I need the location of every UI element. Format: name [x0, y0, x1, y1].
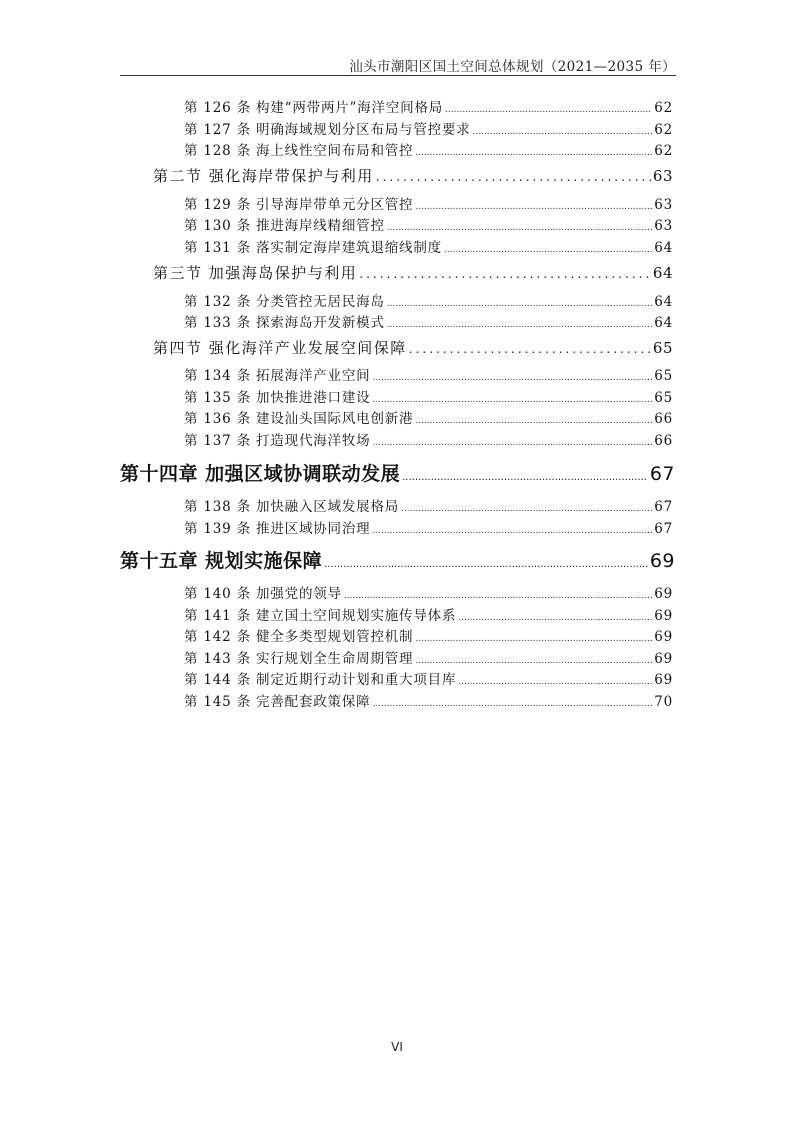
toc-entry-chapter[interactable]: [120, 546, 675, 573]
leader-dots: [415, 634, 652, 644]
toc-entry-page: 64: [654, 294, 673, 310]
leader-dots: [376, 170, 651, 184]
toc-entry-article[interactable]: [184, 407, 673, 427]
toc-entry-page: 67: [654, 521, 673, 537]
toc-entry-label: 第 135 条 加快推进港口建设: [184, 390, 371, 406]
leader-dots: [372, 438, 652, 448]
toc-entry-page: 64: [654, 240, 673, 256]
toc-entry-page: 70: [654, 694, 673, 710]
toc-entry-page: 69: [649, 550, 675, 572]
toc-entry-article[interactable]: [184, 290, 673, 310]
toc-entry-label: 第 129 条 引导海岸带单元分区管控: [184, 197, 414, 213]
toc-entry-label: 第 137 条 打造现代海洋牧场: [184, 433, 371, 449]
leader-dots: [458, 677, 652, 687]
leader-dots: [372, 526, 652, 536]
toc-entry-page: 65: [652, 339, 673, 357]
toc-entry-page: 69: [654, 672, 673, 688]
leader-dots: [415, 202, 652, 212]
leader-dots: [324, 559, 648, 570]
toc-entry-article[interactable]: [184, 604, 673, 624]
toc-entry-label: 第四节 强化海洋产业发展空间保障: [153, 339, 407, 357]
toc-entry-label: 第 131 条 落实制定海岸建筑退缩线制度: [184, 240, 442, 256]
toc-entry-article[interactable]: [184, 582, 673, 602]
leader-dots: [458, 613, 652, 623]
toc-entry-article[interactable]: [184, 236, 673, 256]
toc-entry-chapter[interactable]: [120, 459, 675, 486]
toc-entry-label: 第 139 条 推进区域协同治理: [184, 521, 371, 537]
toc-entry-label: 第 127 条 明确海域规划分区布局与管控要求: [184, 122, 471, 138]
header-divider: [120, 75, 676, 76]
toc-entry-label: 第 141 条 建立国土空间规划实施传导体系: [184, 608, 457, 624]
leader-dots: [387, 299, 652, 309]
leader-dots: [372, 395, 652, 405]
leader-dots: [387, 320, 652, 330]
toc-entry-article[interactable]: [184, 118, 673, 138]
leader-dots: [444, 245, 652, 255]
toc-entry-page: 69: [654, 629, 673, 645]
toc-entry-label: 第 130 条 推进海岸线精细管控: [184, 218, 385, 234]
toc-entry-article[interactable]: [184, 668, 673, 688]
toc-entry-article[interactable]: [184, 139, 673, 159]
toc-entry-article[interactable]: [184, 214, 673, 234]
leader-dots: [372, 699, 652, 709]
leader-dots: [401, 504, 652, 514]
toc-entry-label: 第 143 条 实行规划全生命周期管理: [184, 651, 414, 667]
leader-dots: [344, 591, 652, 601]
toc-entry-page: 64: [652, 264, 673, 282]
toc-entry-page: 65: [654, 390, 673, 406]
toc-entry-page: 64: [654, 315, 673, 331]
toc-entry-article[interactable]: [184, 364, 673, 384]
leader-dots: [409, 342, 651, 356]
toc-entry-page: 62: [654, 122, 673, 138]
toc-entry-page: 67: [654, 499, 673, 515]
toc-entry-label: 第十五章 规划实施保障: [120, 550, 323, 572]
toc-entry-page: 69: [654, 608, 673, 624]
leader-dots: [415, 416, 652, 426]
leader-dots: [359, 267, 651, 281]
toc-entry-section[interactable]: [153, 337, 673, 358]
toc-entry-label: 第 132 条 分类管控无居民海岛: [184, 294, 385, 310]
toc-entry-label: 第 138 条 加快融入区域发展格局: [184, 499, 400, 515]
toc-entry-label: 第二节 强化海岸带保护与利用: [153, 167, 374, 185]
toc-entry-label: 第三节 加强海岛保护与利用: [153, 264, 358, 282]
toc-entry-article[interactable]: [184, 647, 673, 667]
toc-entry-label: 第十四章 加强区域协调联动发展: [120, 463, 401, 485]
toc-entry-label: 第 126 条 构建“两带两片”海洋空间格局: [184, 100, 444, 116]
toc-entry-page: 67: [649, 463, 675, 485]
toc-entry-label: 第 134 条 拓展海洋产业空间: [184, 368, 371, 384]
toc-entry-page: 66: [654, 411, 673, 427]
toc-entry-section[interactable]: [153, 165, 673, 186]
toc-entry-section[interactable]: [153, 262, 673, 283]
toc-entry-article[interactable]: [184, 690, 673, 710]
toc-entry-article[interactable]: [184, 386, 673, 406]
toc-entry-article[interactable]: [184, 495, 673, 515]
toc-entry-label: 第 128 条 海上线性空间布局和管控: [184, 143, 414, 159]
toc-entry-page: 65: [654, 368, 673, 384]
toc-entry-page: 63: [654, 218, 673, 234]
leader-dots: [372, 373, 652, 383]
toc-entry-article[interactable]: [184, 625, 673, 645]
toc-entry-page: 63: [652, 167, 673, 185]
toc-entry-page: 69: [654, 651, 673, 667]
toc-entry-label: 第 140 条 加强党的领导: [184, 586, 342, 602]
toc-entry-article[interactable]: [184, 311, 673, 331]
toc-entry-label: 第 145 条 完善配套政策保障: [184, 694, 371, 710]
toc-entry-article[interactable]: [184, 96, 673, 116]
leader-dots: [415, 656, 652, 666]
leader-dots: [445, 105, 652, 115]
toc-entry-article[interactable]: [184, 193, 673, 213]
leader-dots: [402, 472, 648, 483]
leader-dots: [473, 127, 653, 137]
leader-dots: [387, 223, 652, 233]
toc-entry-label: 第 142 条 健全多类型规划管控机制: [184, 629, 414, 645]
toc-entry-label: 第 133 条 探索海岛开发新模式: [184, 315, 385, 331]
toc-entry-page: 63: [654, 197, 673, 213]
toc-entry-page: 62: [654, 143, 673, 159]
page-number: VI: [391, 1040, 403, 1054]
toc-entry-article[interactable]: [184, 517, 673, 537]
toc-entry-label: 第 136 条 建设汕头国际风电创新港: [184, 411, 414, 427]
leader-dots: [415, 148, 652, 158]
toc-entry-page: 62: [654, 100, 673, 116]
toc-entry-page: 66: [654, 433, 673, 449]
document-title: 汕头市潮阳区国土空间总体规划（2021—2035 年）: [349, 59, 676, 75]
toc-entry-label: 第 144 条 制定近期行动计划和重大项目库: [184, 672, 457, 688]
toc-entry-page: 69: [654, 586, 673, 602]
toc-entry-article[interactable]: [184, 429, 673, 449]
